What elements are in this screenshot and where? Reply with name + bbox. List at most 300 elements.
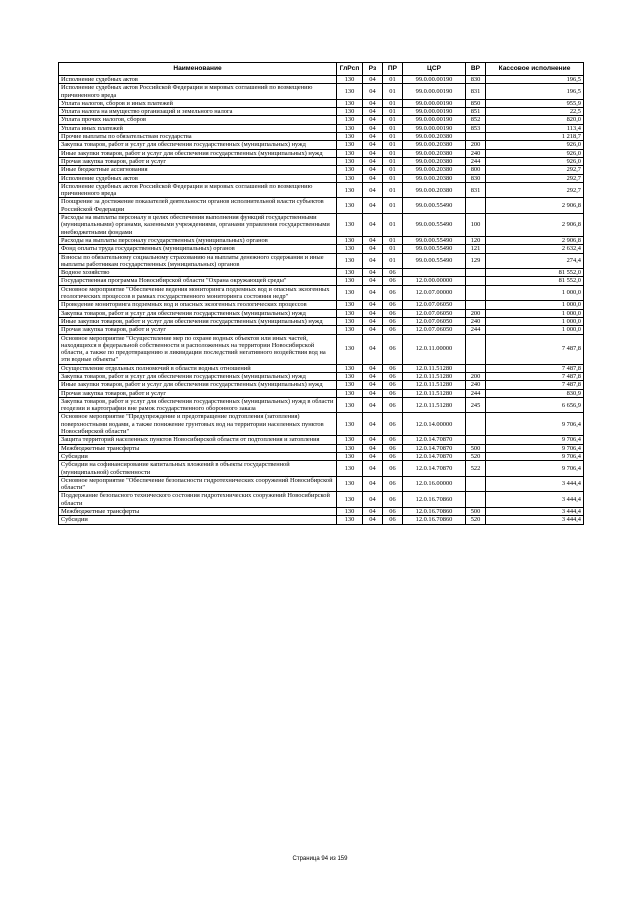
table-row [59,166,584,174]
cell-vr [466,269,486,277]
cell-amt: 7 487,8 [486,364,584,372]
cell-name: Закупка товаров, работ и услуг для обеспечения государственных (муниципальных) нужд [59,372,337,380]
table-row [59,413,584,436]
cell-amt: 1 218,7 [486,133,584,141]
cell-amt: 9 706,4 [486,452,584,460]
cell-pr: 01 [383,214,403,237]
cell-amt: 2 906,8 [486,236,584,244]
cell-rz: 04 [363,116,383,124]
table-row [59,436,584,444]
cell-name: Проведение мониторинга подземных вод и опасных экзогенных геологических процессов [59,301,337,309]
cell-name: Взносы по обязательному социальному страхованию на выплаты денежного содержания и иные выплаты работникам государственных (муниципальных) органов [59,253,337,269]
cell-name: Расходы на выплаты персоналу в целях обеспечения выполнения функций государственными (муниципальными) органами, казенными учреждениями, органами управления государственными внебюджетными фондами [59,214,337,237]
cell-vr [466,413,486,436]
table-row [59,326,584,334]
cell-amt: 7 487,8 [486,372,584,380]
cell-csr: 12.0.14.70870 [403,452,466,460]
table-row [59,492,584,508]
cell-amt: 22,5 [486,108,584,116]
cell-vr: 244 [466,389,486,397]
cell-g: 130 [337,444,363,452]
cell-pr: 06 [383,309,403,317]
cell-name: Фонд оплаты труда государственных (муниципальных) органов [59,245,337,253]
cell-name: Осуществление отдельных полномочий в области водных отношений [59,364,337,372]
cell-name: Уплата налогов, сборов и иных платежей [59,99,337,107]
cell-vr: 831 [466,84,486,100]
cell-csr [403,269,466,277]
cell-vr: 200 [466,141,486,149]
cell-g: 130 [337,381,363,389]
cell-vr [466,198,486,214]
cell-rz: 04 [363,133,383,141]
cell-rz: 04 [363,301,383,309]
cell-rz: 04 [363,245,383,253]
cell-amt: 820,0 [486,116,584,124]
cell-g: 130 [337,413,363,436]
cell-csr: 99.0.00.00190 [403,124,466,132]
cell-amt: 7 487,8 [486,334,584,364]
cell-csr: 12.0.11.51280 [403,389,466,397]
cell-pr: 01 [383,99,403,107]
cell-vr: 240 [466,149,486,157]
table-row [59,269,584,277]
cell-csr: 12.0.16.00000 [403,476,466,492]
cell-g: 130 [337,516,363,524]
cell-pr: 01 [383,133,403,141]
cell-g: 130 [337,245,363,253]
cell-pr: 06 [383,285,403,301]
cell-name: Исполнение судебных актов [59,174,337,182]
cell-vr: 850 [466,99,486,107]
column-header-grbs: ГлРсп [337,63,363,76]
table-row [59,133,584,141]
cell-csr: 99.0.00.55490 [403,236,466,244]
cell-g: 130 [337,133,363,141]
cell-name: Расходы на выплаты персоналу государственных (муниципальных) органов [59,236,337,244]
cell-g: 130 [337,253,363,269]
cell-g: 130 [337,76,363,84]
cell-g: 130 [337,124,363,132]
cell-csr: 99.0.00.20380 [403,133,466,141]
cell-amt: 292,7 [486,174,584,182]
cell-csr: 12.0.11.51280 [403,381,466,389]
cell-name: Субсидии [59,452,337,460]
cell-name: Водное хозяйство [59,269,337,277]
cell-vr: 852 [466,116,486,124]
column-header-pr: ПР [383,63,403,76]
cell-csr: 12.0.07.06050 [403,309,466,317]
cell-amt: 1 000,0 [486,309,584,317]
cell-name: Закупка товаров, работ и услуг для обеспечения государственных (муниципальных) нужд в области геодезии и картографии вне рамок государственного оборонного заказа [59,397,337,413]
table-row [59,198,584,214]
cell-rz: 04 [363,76,383,84]
cell-rz: 04 [363,108,383,116]
cell-rz: 04 [363,413,383,436]
table-row [59,372,584,380]
cell-g: 130 [337,326,363,334]
cell-pr: 06 [383,397,403,413]
cell-pr: 01 [383,84,403,100]
cell-vr [466,277,486,285]
cell-amt: 81 552,0 [486,269,584,277]
budget-execution-table [58,62,584,525]
cell-g: 130 [337,285,363,301]
cell-vr: 500 [466,508,486,516]
cell-amt: 7 487,8 [486,381,584,389]
cell-vr: 831 [466,182,486,198]
cell-vr [466,476,486,492]
cell-name: Уплата иных платежей [59,124,337,132]
table-row [59,461,584,477]
cell-amt: 3 444,4 [486,508,584,516]
column-header-csr: ЦСР [403,63,466,76]
cell-amt: 6 656,9 [486,397,584,413]
cell-vr [466,133,486,141]
table-row [59,301,584,309]
cell-csr: 12.0.16.70860 [403,492,466,508]
cell-vr: 522 [466,461,486,477]
cell-pr: 06 [383,372,403,380]
cell-csr: 12.0.14.70870 [403,444,466,452]
cell-csr: 99.0.00.20380 [403,166,466,174]
table-row [59,452,584,460]
cell-csr: 99.0.00.00190 [403,116,466,124]
cell-vr [466,492,486,508]
cell-amt: 2 906,8 [486,198,584,214]
cell-pr: 01 [383,116,403,124]
cell-csr: 12.0.16.70860 [403,508,466,516]
cell-pr: 01 [383,182,403,198]
cell-g: 130 [337,182,363,198]
cell-rz: 04 [363,461,383,477]
cell-name: Уплата налога на имущество организаций и земельного налога [59,108,337,116]
cell-pr: 06 [383,389,403,397]
cell-rz: 04 [363,381,383,389]
cell-csr: 12.0.16.70860 [403,516,466,524]
cell-csr: 12.0.14.70870 [403,461,466,477]
cell-pr: 06 [383,508,403,516]
table-row [59,444,584,452]
cell-vr: 244 [466,157,486,165]
cell-rz: 04 [363,285,383,301]
cell-g: 130 [337,508,363,516]
cell-pr: 01 [383,157,403,165]
cell-g: 130 [337,476,363,492]
cell-vr: 830 [466,174,486,182]
table-row [59,381,584,389]
cell-rz: 04 [363,389,383,397]
cell-pr: 06 [383,413,403,436]
cell-amt: 9 706,4 [486,413,584,436]
cell-amt: 2 632,4 [486,245,584,253]
cell-amt: 1 000,0 [486,326,584,334]
cell-csr: 99.0.00.55490 [403,214,466,237]
table-row [59,116,584,124]
table-row [59,182,584,198]
cell-rz: 04 [363,236,383,244]
cell-g: 130 [337,198,363,214]
cell-amt: 113,4 [486,124,584,132]
cell-vr: 200 [466,309,486,317]
cell-g: 130 [337,108,363,116]
cell-rz: 04 [363,277,383,285]
cell-g: 130 [337,389,363,397]
cell-pr: 06 [383,317,403,325]
cell-rz: 04 [363,516,383,524]
cell-amt: 1 000,0 [486,317,584,325]
cell-pr: 01 [383,253,403,269]
cell-pr: 06 [383,334,403,364]
cell-csr: 12.0.07.06050 [403,326,466,334]
cell-g: 130 [337,461,363,477]
cell-amt: 926,0 [486,141,584,149]
cell-name: Поддержание безопасного технического состояния гидротехнических сооружений Новосибирской области [59,492,337,508]
cell-rz: 04 [363,334,383,364]
page-number: Страница 94 из 159 [292,856,348,862]
table-row [59,397,584,413]
cell-vr [466,301,486,309]
cell-rz: 04 [363,476,383,492]
cell-vr: 520 [466,452,486,460]
cell-csr: 12.0.11.51280 [403,397,466,413]
cell-name: Субсидии на софинансирование капитальных вложений в объекты государственной (муниципальной) собственности [59,461,337,477]
cell-csr: 12.0.11.51280 [403,364,466,372]
cell-amt: 81 552,0 [486,277,584,285]
cell-rz: 04 [363,444,383,452]
cell-csr: 99.0.00.00190 [403,108,466,116]
cell-csr: 99.0.00.00190 [403,76,466,84]
cell-csr: 99.0.00.00190 [403,99,466,107]
cell-name: Поощрение за достижение показателей деятельности органов исполнительной власти субъектов Российской Федерации [59,198,337,214]
cell-vr [466,334,486,364]
column-header-vr: ВР [466,63,486,76]
cell-rz: 04 [363,84,383,100]
cell-csr: 99.0.00.20380 [403,174,466,182]
cell-pr: 06 [383,461,403,477]
cell-pr: 01 [383,198,403,214]
cell-pr: 06 [383,381,403,389]
cell-name: Исполнение судебных актов [59,76,337,84]
cell-rz: 04 [363,182,383,198]
table-row [59,76,584,84]
cell-pr: 01 [383,149,403,157]
cell-pr: 01 [383,141,403,149]
cell-rz: 04 [363,253,383,269]
cell-vr: 240 [466,381,486,389]
cell-vr: 853 [466,124,486,132]
cell-pr: 06 [383,436,403,444]
cell-pr: 01 [383,236,403,244]
cell-amt: 1 000,0 [486,301,584,309]
table-row [59,476,584,492]
cell-vr: 120 [466,236,486,244]
cell-amt: 9 706,4 [486,436,584,444]
table-row [59,157,584,165]
cell-name: Государственная программа Новосибирской области "Охрана окружающей среды" [59,277,337,285]
cell-vr: 830 [466,76,486,84]
table-row [59,174,584,182]
cell-rz: 04 [363,124,383,132]
cell-rz: 04 [363,452,383,460]
cell-pr: 01 [383,166,403,174]
cell-name: Защита территорий населенных пунктов Новосибирской области от подтопления и затопления [59,436,337,444]
cell-name: Иные закупки товаров, работ и услуг для обеспечения государственных (муниципальных) нужд [59,317,337,325]
cell-amt: 196,5 [486,76,584,84]
cell-rz: 04 [363,317,383,325]
cell-vr: 100 [466,214,486,237]
cell-pr: 01 [383,174,403,182]
cell-g: 130 [337,301,363,309]
cell-g: 130 [337,492,363,508]
table-row [59,84,584,100]
cell-g: 130 [337,269,363,277]
cell-g: 130 [337,236,363,244]
cell-rz: 04 [363,149,383,157]
cell-g: 130 [337,214,363,237]
cell-rz: 04 [363,99,383,107]
cell-g: 130 [337,149,363,157]
cell-name: Уплата прочих налогов, сборов [59,116,337,124]
cell-rz: 04 [363,364,383,372]
cell-pr: 06 [383,492,403,508]
cell-amt: 292,7 [486,166,584,174]
cell-csr: 12.0.07.06050 [403,317,466,325]
cell-pr: 06 [383,516,403,524]
cell-g: 130 [337,436,363,444]
cell-vr: 245 [466,397,486,413]
table-row [59,214,584,237]
cell-vr: 244 [466,326,486,334]
cell-csr: 12.0.14.70870 [403,436,466,444]
table-row [59,317,584,325]
cell-amt: 926,0 [486,157,584,165]
cell-rz: 04 [363,269,383,277]
cell-g: 130 [337,364,363,372]
cell-csr: 12.0.07.06050 [403,301,466,309]
cell-pr: 06 [383,476,403,492]
cell-g: 130 [337,141,363,149]
cell-rz: 04 [363,326,383,334]
cell-rz: 04 [363,508,383,516]
cell-name: Основное мероприятие "Предупреждение и предотвращение подтопления (затопления) поверхностными водами, а также понижение грунтовых вод на территории населенных пунктов Новосибирской области" [59,413,337,436]
table-row [59,277,584,285]
cell-csr: 99.0.00.55490 [403,253,466,269]
table-row [59,149,584,157]
table-row [59,364,584,372]
cell-pr: 01 [383,108,403,116]
cell-csr: 99.0.00.20380 [403,182,466,198]
cell-name: Основное мероприятие "Обеспечение безопасности гидротехнических сооружений Новосибирской области" [59,476,337,492]
table-row [59,124,584,132]
cell-csr: 99.0.00.00190 [403,84,466,100]
cell-pr: 06 [383,326,403,334]
table-row [59,141,584,149]
cell-vr: 200 [466,372,486,380]
column-header-rz: Рз [363,63,383,76]
cell-pr: 06 [383,444,403,452]
cell-csr: 99.0.00.20380 [403,141,466,149]
cell-vr: 520 [466,516,486,524]
table-row [59,285,584,301]
cell-amt: 2 906,8 [486,214,584,237]
cell-vr: 121 [466,245,486,253]
table-row [59,389,584,397]
cell-amt: 3 444,4 [486,476,584,492]
cell-csr: 12.0.11.00000 [403,334,466,364]
cell-amt: 9 706,4 [486,461,584,477]
cell-rz: 04 [363,157,383,165]
cell-amt: 3 444,4 [486,492,584,508]
cell-vr: 500 [466,444,486,452]
cell-g: 130 [337,99,363,107]
table-row [59,99,584,107]
cell-rz: 04 [363,492,383,508]
cell-pr: 01 [383,124,403,132]
cell-pr: 06 [383,277,403,285]
cell-vr: 851 [466,108,486,116]
cell-amt: 274,4 [486,253,584,269]
column-header-amount: Кассовое исполнение [486,63,584,76]
column-header-name: Наименование [59,63,337,76]
cell-pr: 06 [383,301,403,309]
cell-amt: 1 000,0 [486,285,584,301]
cell-g: 130 [337,317,363,325]
cell-pr: 01 [383,76,403,84]
cell-csr: 12.0.00.00000 [403,277,466,285]
cell-amt: 196,5 [486,84,584,100]
cell-rz: 04 [363,214,383,237]
cell-vr [466,436,486,444]
cell-vr [466,364,486,372]
table-row [59,334,584,364]
cell-csr: 99.0.00.20380 [403,149,466,157]
cell-csr: 99.0.00.20380 [403,157,466,165]
cell-rz: 04 [363,166,383,174]
cell-g: 130 [337,84,363,100]
cell-name: Прочая закупка товаров, работ и услуг [59,326,337,334]
cell-name: Иные закупки товаров, работ и услуг для обеспечения государственных (муниципальных) нужд [59,381,337,389]
cell-name: Межбюджетные трансферты [59,508,337,516]
table-row [59,253,584,269]
cell-vr: 129 [466,253,486,269]
cell-csr: 99.0.00.55490 [403,198,466,214]
cell-amt: 830,9 [486,389,584,397]
cell-g: 130 [337,174,363,182]
cell-g: 130 [337,116,363,124]
cell-amt: 926,0 [486,149,584,157]
cell-amt: 3 444,4 [486,516,584,524]
table-body [59,76,584,525]
cell-name: Иные бюджетные ассигнования [59,166,337,174]
table-row [59,108,584,116]
table-row [59,245,584,253]
report-page [58,62,583,525]
cell-rz: 04 [363,141,383,149]
cell-csr: 12.0.14.00000 [403,413,466,436]
cell-name: Исполнение судебных актов Российской Федерации и мировых соглашений по возмещению причиненного вреда [59,84,337,100]
cell-g: 130 [337,277,363,285]
cell-name: Субсидии [59,516,337,524]
cell-vr: 800 [466,166,486,174]
table-row [59,516,584,524]
cell-g: 130 [337,452,363,460]
cell-g: 130 [337,397,363,413]
cell-name: Исполнение судебных актов Российской Федерации и мировых соглашений по возмещению причиненного вреда [59,182,337,198]
table-row [59,236,584,244]
cell-pr: 01 [383,245,403,253]
cell-name: Межбюджетные трансферты [59,444,337,452]
cell-name: Прочие выплаты по обязательствам государства [59,133,337,141]
